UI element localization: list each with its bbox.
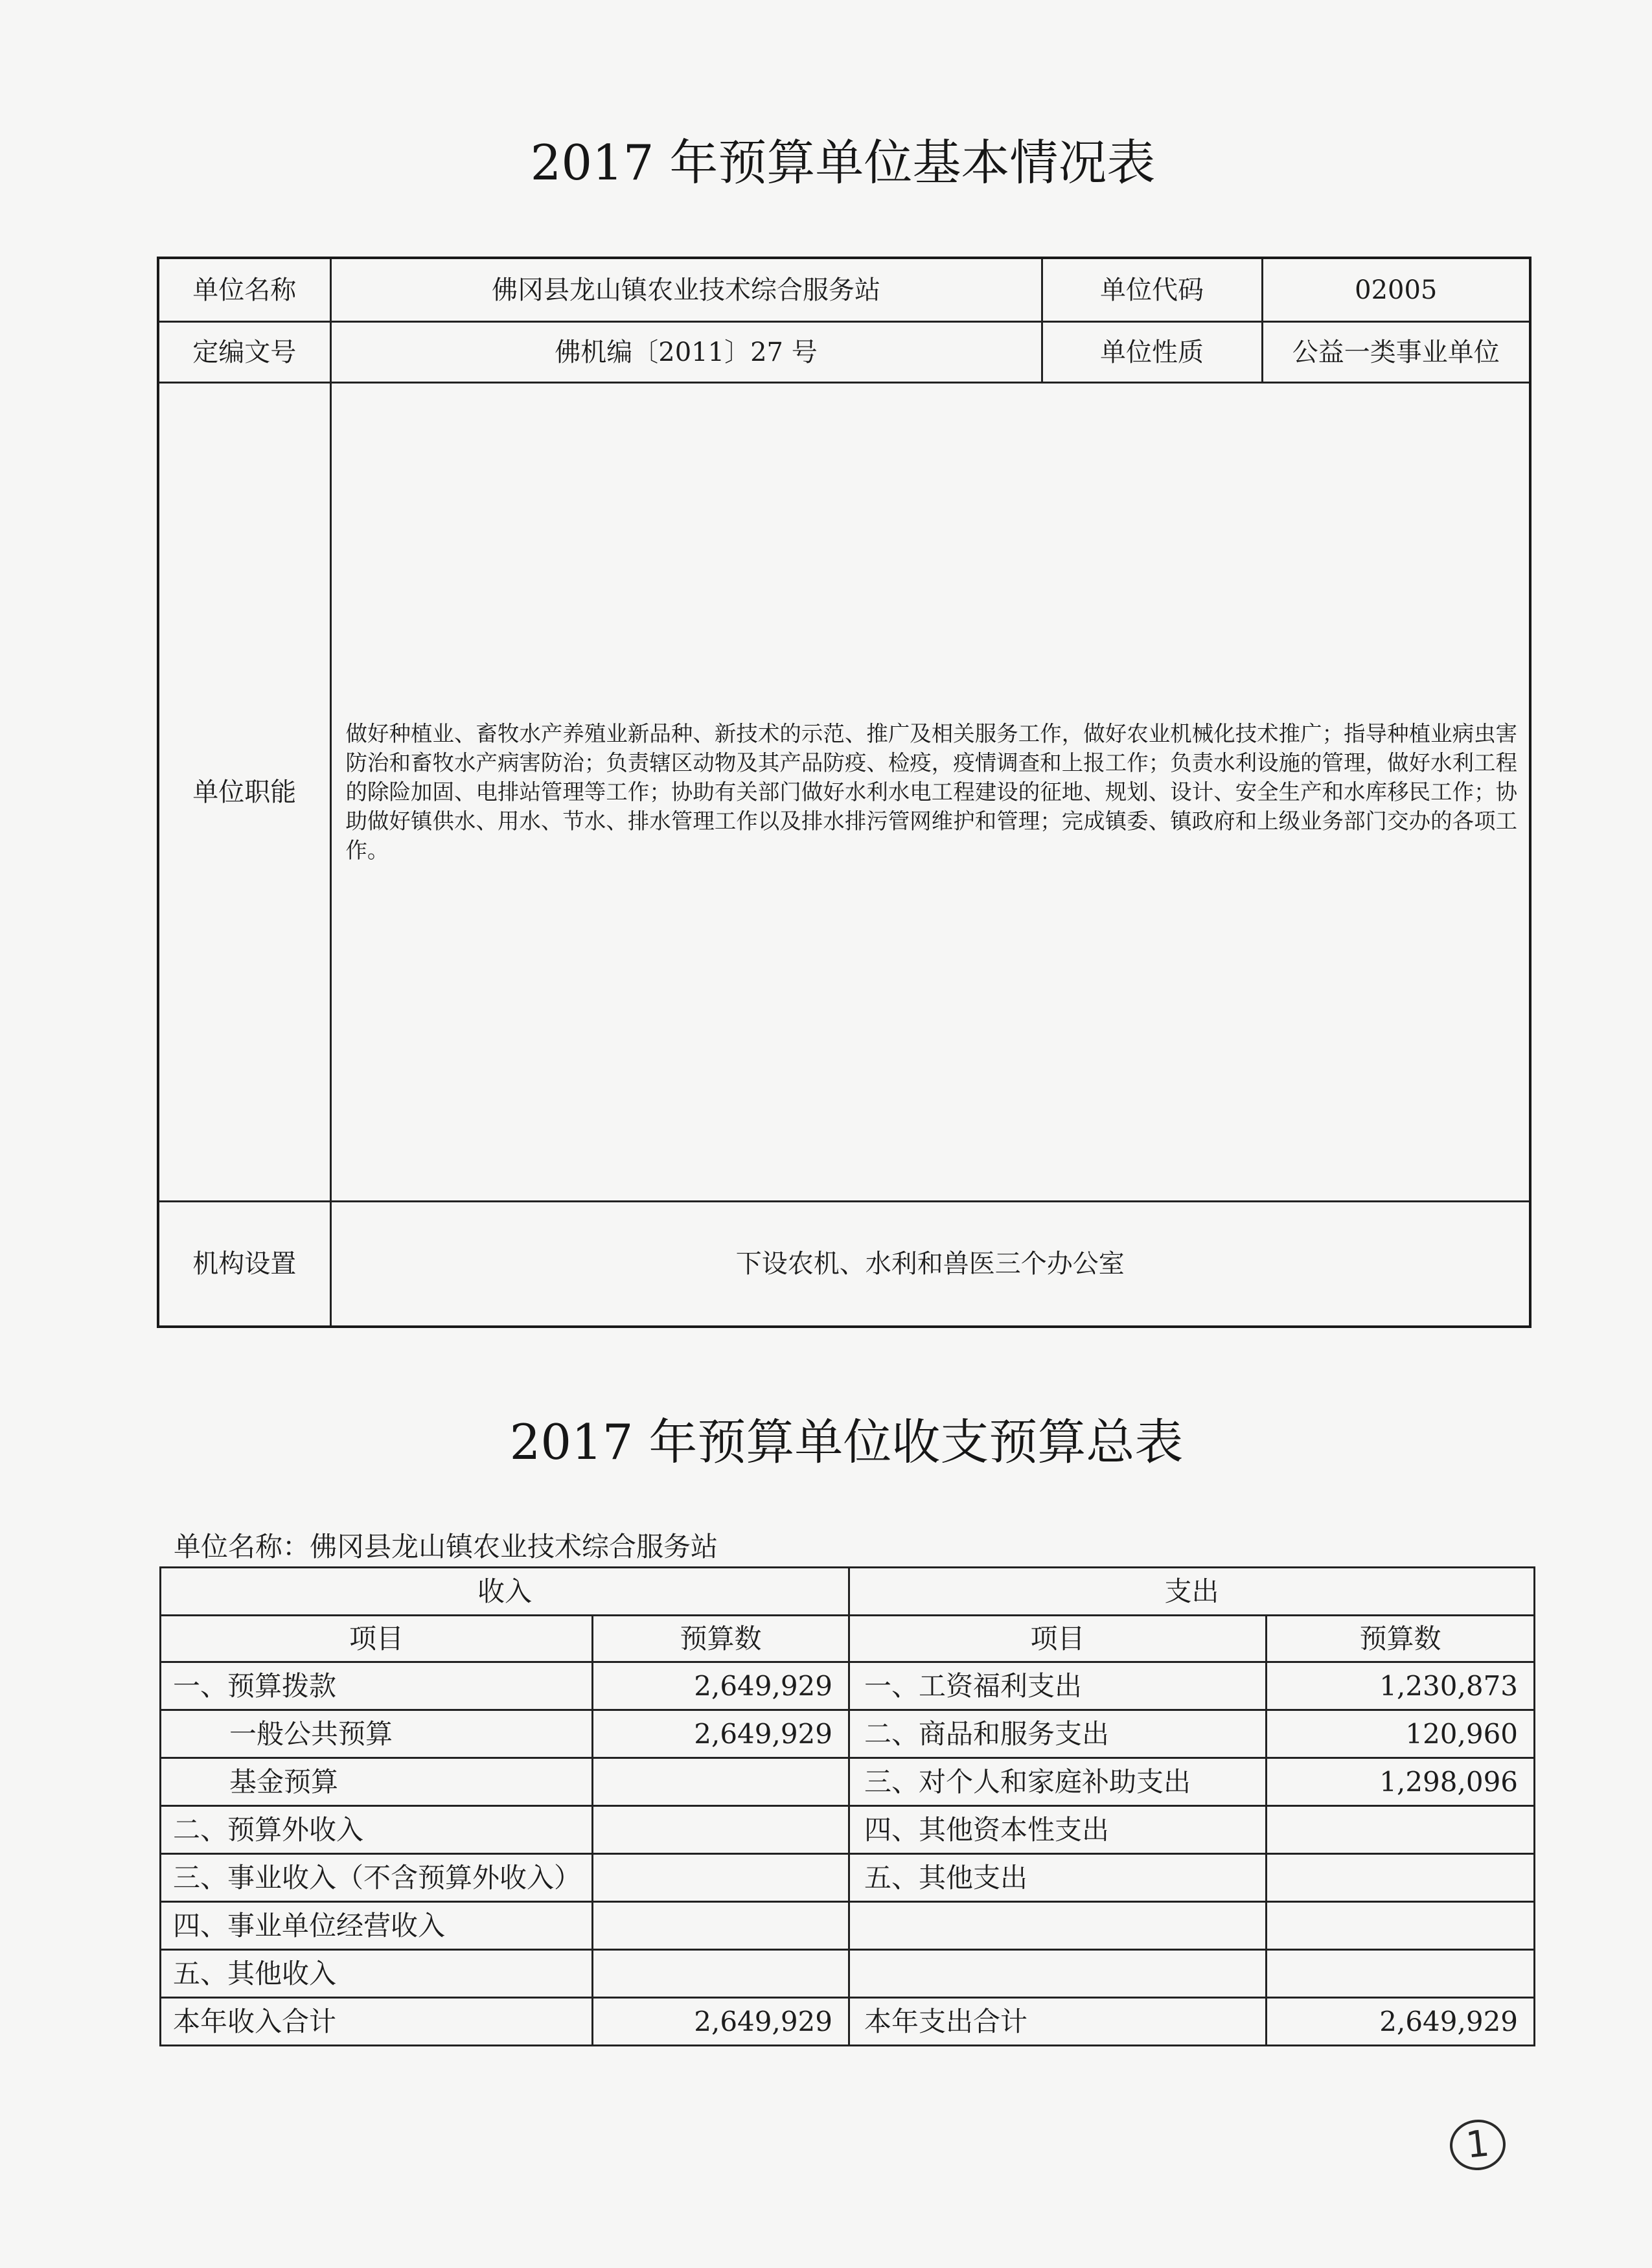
table-row (161, 1902, 1535, 1950)
income-header: 收入 (161, 1568, 849, 1616)
expense-amount (1267, 1902, 1535, 1950)
income-item: 五、其他收入 (161, 1950, 593, 1998)
expense-amount (1267, 1854, 1535, 1902)
income-item: 三、事业收入（不含预算外收入） (161, 1854, 593, 1902)
expense-item (849, 1902, 1267, 1950)
income-total-label: 本年收入合计 (161, 1998, 593, 2046)
page-number-mark: 1 (1447, 2117, 1508, 2173)
expense-item: 五、其他支出 (849, 1854, 1267, 1902)
table-row (161, 1710, 1535, 1758)
staffing-doc-value: 佛机编〔2011〕27 号 (330, 322, 1042, 383)
income-amount (593, 1758, 849, 1806)
budget-unit-name: 单位名称：佛冈县龙山镇农业技术综合服务站 (174, 1531, 718, 1563)
expense-item: 二、商品和服务支出 (849, 1710, 1267, 1758)
unit-code-value: 02005 (1262, 258, 1530, 322)
table-row (161, 1854, 1535, 1902)
unit-name-value: 佛冈县龙山镇农业技术综合服务站 (330, 258, 1042, 322)
unit-nature-value: 公益一类事业单位 (1262, 322, 1530, 383)
expense-item-header: 项目 (849, 1616, 1267, 1662)
basic-info-title: 2017 年预算单位基本情况表 (530, 134, 1156, 191)
table-row (161, 1758, 1535, 1806)
unit-name-label: 单位名称 (158, 258, 330, 322)
income-item: 二、预算外收入 (161, 1806, 593, 1854)
income-amount-header: 预算数 (593, 1616, 849, 1662)
budget-summary-title: 2017 年预算单位收支预算总表 (509, 1414, 1184, 1471)
table-row (161, 1806, 1535, 1854)
table-row (158, 383, 1530, 1202)
expense-amount: 1,230,873 (1267, 1662, 1535, 1710)
table-row (161, 1950, 1535, 1998)
org-label: 机构设置 (158, 1202, 330, 1327)
expense-amount: 1,298,096 (1267, 1758, 1535, 1806)
table-row (158, 1202, 1530, 1327)
org-value: 下设农机、水利和兽医三个办公室 (330, 1202, 1530, 1327)
expense-total-amount: 2,649,929 (1267, 1998, 1535, 2046)
income-amount (593, 1806, 849, 1854)
expense-amount: 120,960 (1267, 1710, 1535, 1758)
expense-amount-header: 预算数 (1267, 1616, 1535, 1662)
expense-amount (1267, 1806, 1535, 1854)
unit-nature-label: 单位性质 (1042, 322, 1262, 383)
income-item: 基金预算 (161, 1758, 593, 1806)
income-item-header: 项目 (161, 1616, 593, 1662)
budget-summary-table (159, 1566, 1535, 2046)
table-row (158, 322, 1530, 383)
expense-header: 支出 (849, 1568, 1535, 1616)
table-row (161, 1662, 1535, 1710)
expense-item: 四、其他资本性支出 (849, 1806, 1267, 1854)
income-item: 一般公共预算 (161, 1710, 593, 1758)
income-item: 四、事业单位经营收入 (161, 1902, 593, 1950)
unit-code-label: 单位代码 (1042, 258, 1262, 322)
income-amount (593, 1902, 849, 1950)
table-row (158, 258, 1530, 322)
income-amount (593, 1854, 849, 1902)
expense-total-label: 本年支出合计 (849, 1998, 1267, 2046)
functions-text: 做好种植业、畜牧水产养殖业新品种、新技术的示范、推广及相关服务工作，做好农业机械化技术推广；指导种植业病虫害防治和畜牧水产病害防治；负责辖区动物及其产品防疫、检疫，疫情调查和上报工作；负责水利设施的管理，做好水利工程的除险加固、电排站管理等工作；协助有关部门做好水利水电工程建设的征地、规划、设计、安全生产和水库移民工作；协助做好镇供水、用水、节水、排水管理工作以及排水排污管网维护和管理；完成镇委、镇政府和上级业务部门交办的各项工作。 (330, 383, 1530, 1202)
income-total-amount: 2,649,929 (593, 1998, 849, 2046)
income-amount: 2,649,929 (593, 1662, 849, 1710)
table-header-row (161, 1616, 1535, 1662)
expense-amount (1267, 1950, 1535, 1998)
income-item: 一、预算拨款 (161, 1662, 593, 1710)
staffing-doc-label: 定编文号 (158, 322, 330, 383)
income-amount (593, 1950, 849, 1998)
expense-item: 一、工资福利支出 (849, 1662, 1267, 1710)
table-total-row (161, 1998, 1535, 2046)
income-amount: 2,649,929 (593, 1710, 849, 1758)
expense-item: 三、对个人和家庭补助支出 (849, 1758, 1267, 1806)
table-header-row (161, 1568, 1535, 1616)
functions-label: 单位职能 (158, 383, 330, 1202)
basic-info-table (157, 257, 1532, 1328)
expense-item (849, 1950, 1267, 1998)
